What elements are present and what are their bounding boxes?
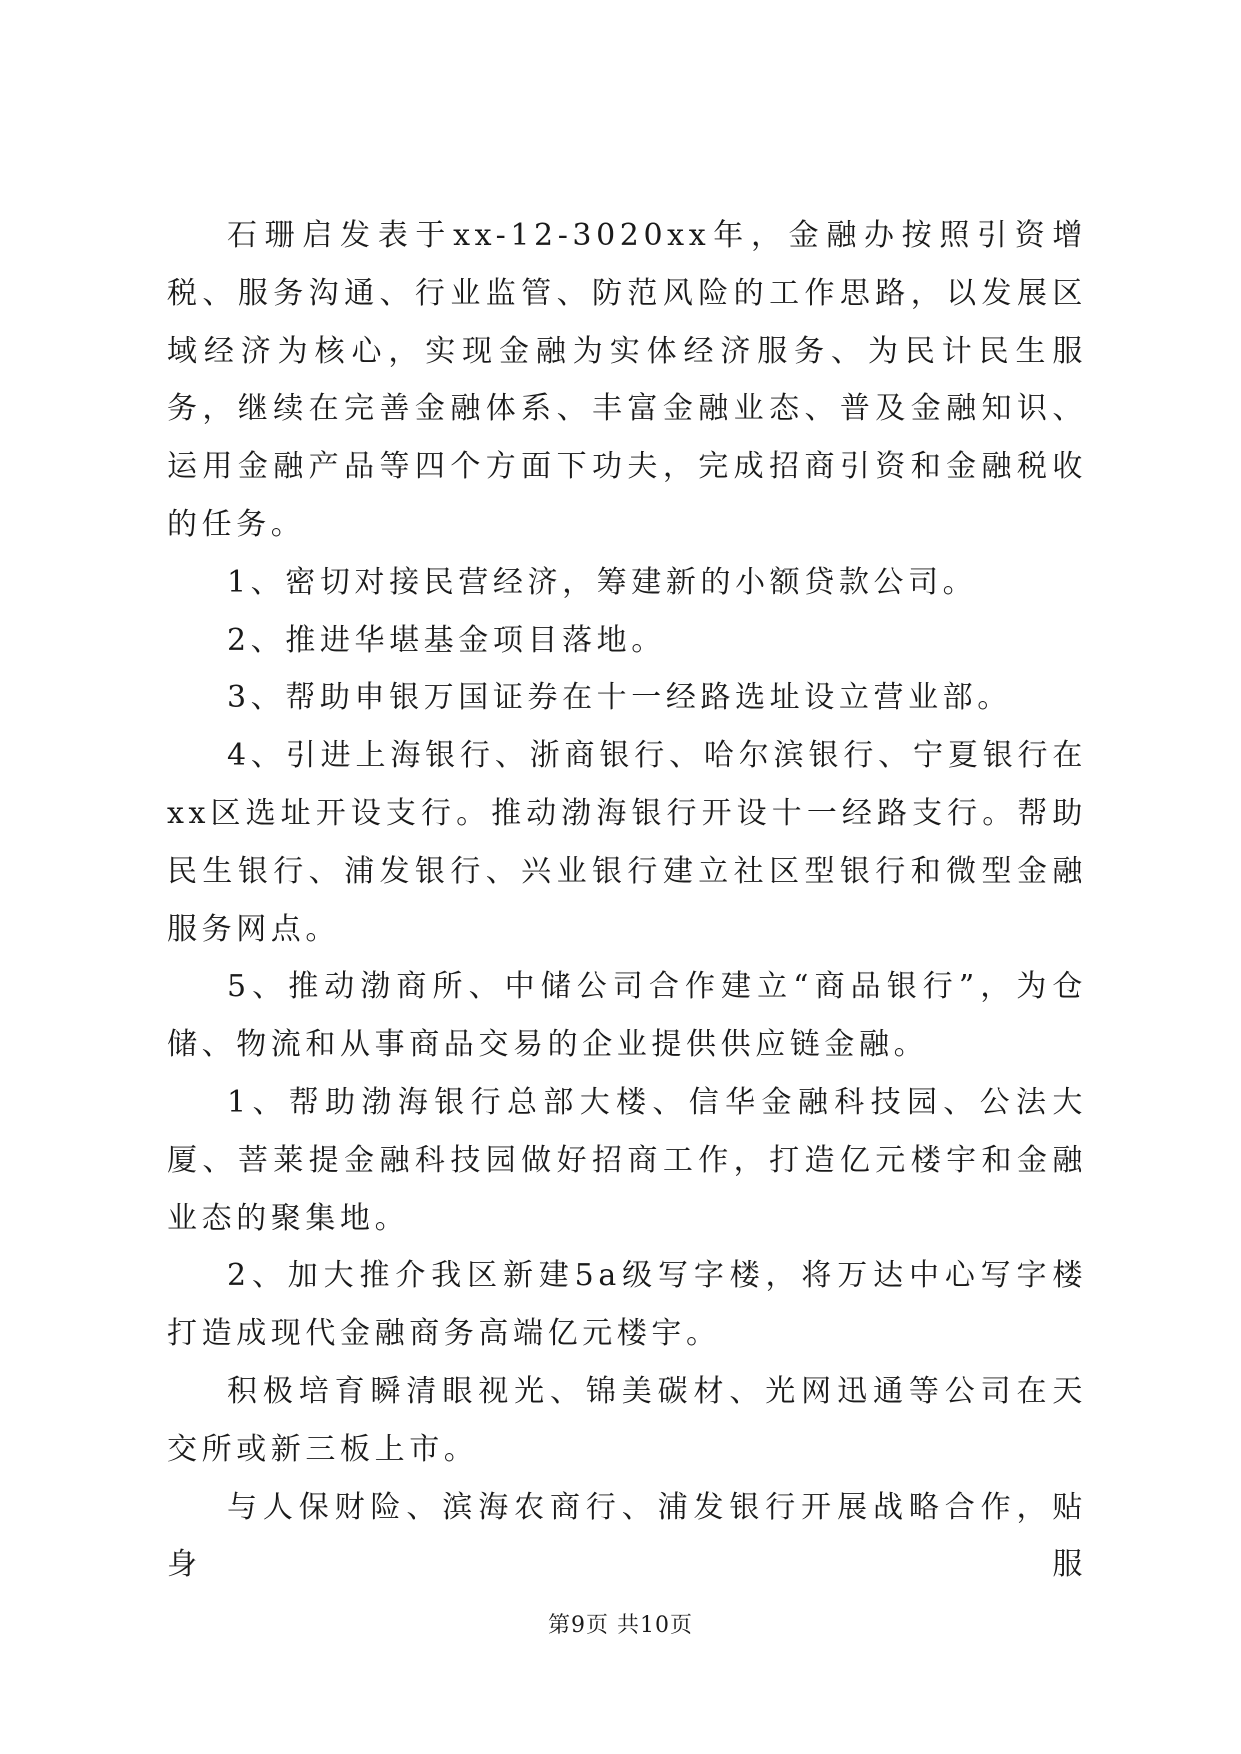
paragraph-item-3: 3、帮助申银万国证券在十一经路选址设立营业部。 <box>227 680 1012 716</box>
paragraph-item-5: 5、推动渤商所、中储公司合作建立“商品银行”，为仓储、物流和从事商品交易的企业提供供应链金融。 <box>167 969 1087 1063</box>
paragraph-cooperation: 与人保财险、滨海农商行、浦发银行开展战略合作，贴身服 <box>167 1489 1087 1583</box>
paragraph-item-1: 1、密切对接民营经济，筹建新的小额贷款公司。 <box>227 564 978 600</box>
page-number-label: 第9页 共10页 <box>548 1613 693 1638</box>
paragraph-item-2: 2、推进华堪基金项目落地。 <box>227 622 666 658</box>
paragraph-building-1: 1、帮助渤海银行总部大楼、信华金融科技园、公法大厦、菩莱提金融科技园做好招商工作，打造亿元楼宇和金融业态的聚集地。 <box>167 1084 1087 1236</box>
page-footer <box>0 1608 1241 1639</box>
paragraph-intro: 石珊启发表于xx-12-3020xx年，金融办按照引资增税、服务沟通、行业监管、防范风险的工作思路，以发展区域经济为核心，实现金融为实体经济服务、为民计民生服务，继续在完善金融体系、丰富金融业态、普及金融知识、运用金融产品等四个方面下功夫，完成招商引资和金融税收的任务。 <box>167 218 1087 542</box>
document-body <box>167 207 1087 1594</box>
paragraph-listing: 积极培育瞬清眼视光、锦美碳材、光网迅通等公司在天交所或新三板上市。 <box>167 1373 1087 1467</box>
paragraph-building-2: 2、加大推介我区新建5a级写字楼，将万达中心写字楼打造成现代金融商务高端亿元楼宇。 <box>167 1258 1087 1352</box>
paragraph-item-4: 4、引进上海银行、浙商银行、哈尔滨银行、宁夏银行在xx区选址开设支行。推动渤海银行开设十一经路支行。帮助民生银行、浦发银行、兴业银行建立社区型银行和微型金融服务网点。 <box>167 738 1087 947</box>
